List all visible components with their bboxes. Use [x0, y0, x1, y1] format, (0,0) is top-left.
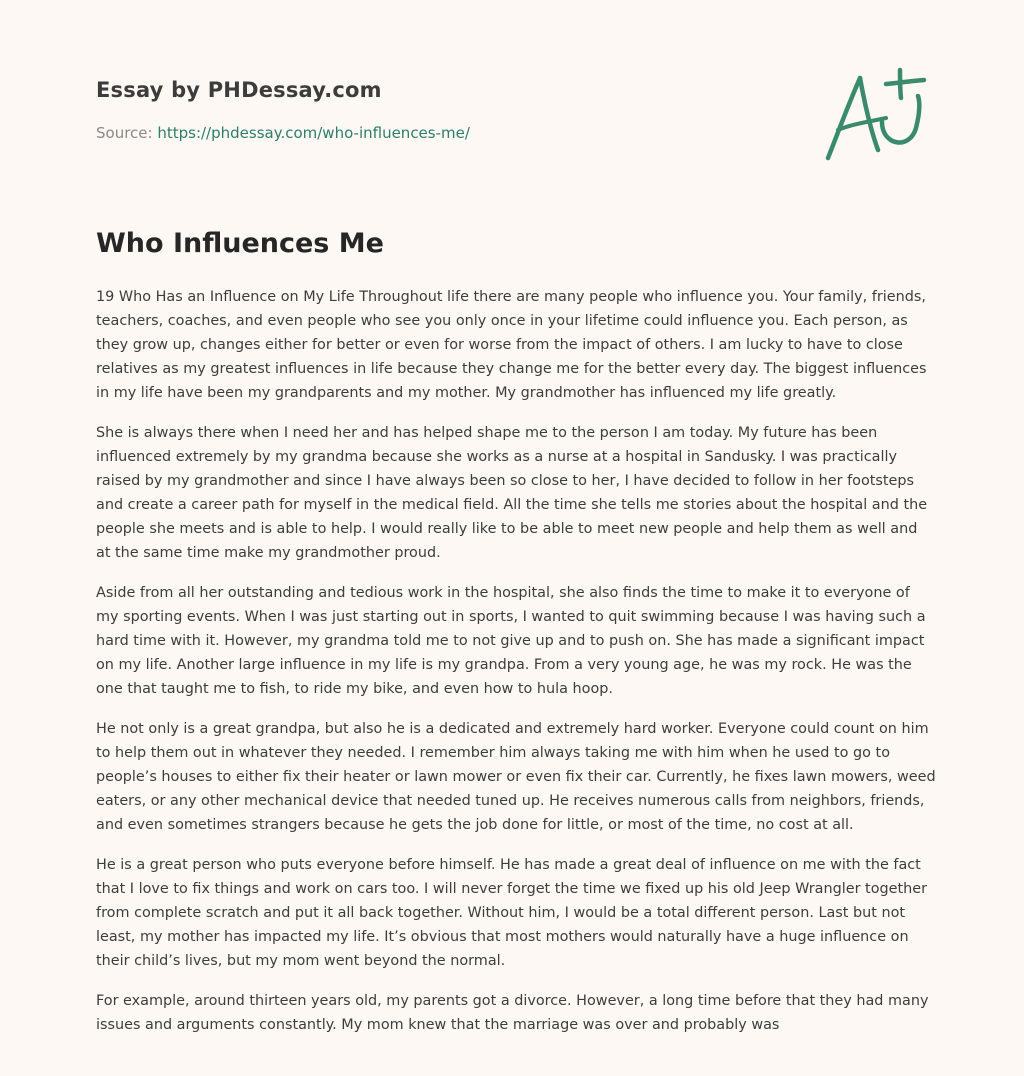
essay-header — [96, 72, 696, 142]
essay-title: Who Influences Me — [96, 228, 384, 259]
source-line — [96, 124, 470, 142]
essay-paragraph: For example, around thirteen years old, my parents got a divorce. However, a long time before that they had many issues and arguments constantly. My mom knew that the marriage was over and probably was — [96, 993, 929, 1033]
essay-paragraph: 19 Who Has an Influence on My Life Throughout life there are many people who influence you. Your family, friends, teachers, coaches, and even people who see you only once in your lifetime could influence you. Each person, as they grow up, changes either for better or even for worse from the impact of others. I am lucky to have to close relatives as my greatest influences in life because they change me for the better every day. The biggest influences in my life have been my grandparents and my mother. My grandmother has influenced my life greatly. — [96, 289, 927, 401]
essay-paragraph: He not only is a great grandpa, but also he is a dedicated and extremely hard worker. Everyone could count on him to help them out in whatever they needed. I remember him always taking me with him when he used to go to people’s houses to either fix their heater or lawn mower or even fix their car. Currently, he fixes lawn mowers, weed eaters, or any other mechanical device that needed tuned up. He receives numerous calls from neighbors, friends, and even sometimes strangers because he gets the job done for little, or most of the time, no cost at all. — [96, 721, 936, 833]
essay-paragraph: She is always there when I need her and has helped shape me to the person I am today. My future has been influenced extremely by my grandma because she works as a nurse at a hospital in Sandusky. I was practically raised by my grandmother and since I have always been so close to her, I have decided to follow in her footsteps and create a career path for myself in the medical field. All the time she tells me stories about the hospital and the people she meets and is able to help. I would really like to be able to meet new people and help them as well and at the same time make my grandmother proud. — [96, 425, 928, 561]
source-label: Source: — [96, 124, 158, 142]
brand-title: Essay by PHDessay.com — [96, 78, 382, 102]
source-link[interactable]: https://phdessay.com/who-influences-me/ — [157, 124, 470, 142]
essay-paragraph: He is a great person who puts everyone before himself. He has made a great deal of influence on me with the fact that I love to fix things and work on cars too. I will never forget the time we fixed up his old Jeep Wrangler together from complete scratch and put it all back together. Without him, I would be a total different person. Last but not least, my mother has impacted my life. It’s obvious that most mothers would naturally have a huge influence on their child’s lives, but my mom went beyond the normal. — [96, 857, 928, 969]
essay-paragraph: Aside from all her outstanding and tedious work in the hospital, she also finds the time to make it to everyone of my sporting events. When I was just starting out in sports, I wanted to quit swimming because I was having such a hard time with it. However, my grandma told me to not give up and to push on. She has made a significant impact on my life. Another large influence in my life is my grandpa. From a very young age, he was my rock. He was the one that taught me to fish, to ride my bike, and even how to hula hoop. — [96, 585, 926, 697]
a-plus-grade-icon — [820, 66, 932, 166]
essay-body — [96, 285, 936, 1053]
